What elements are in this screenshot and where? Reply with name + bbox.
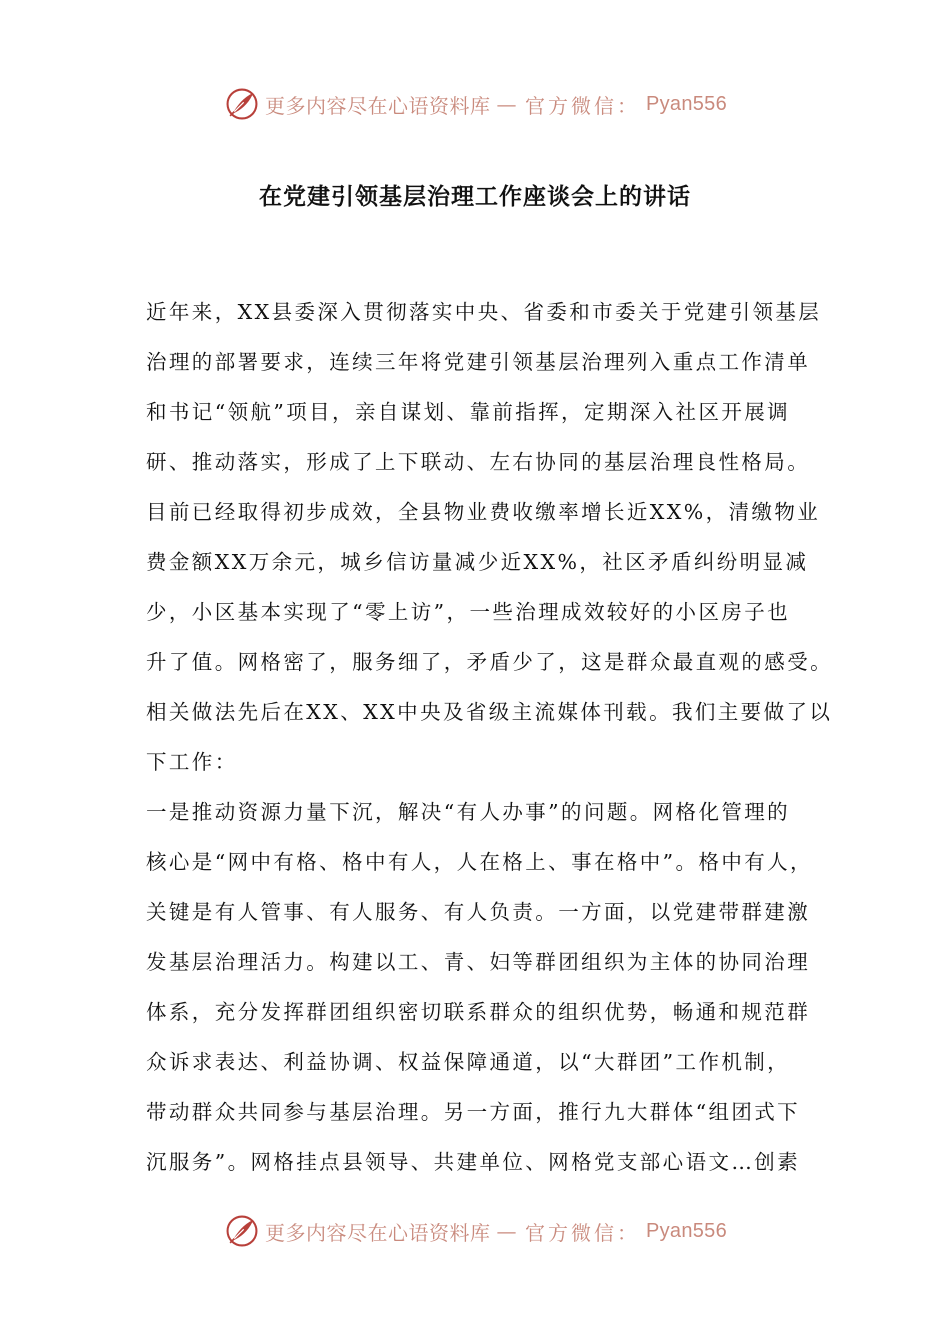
header-watermark-dash: — — [496, 92, 517, 116]
body-line: 研、推动落实，形成了上下联动、左右协同的基层治理良性格局。 — [146, 450, 811, 474]
body-line: 相关做法先后在XX、XX中央及省级主流媒体刊载。我们主要做了以 — [146, 700, 833, 724]
body-line: 下工作： — [146, 750, 238, 774]
footer-watermark-text: 更多内容尽在心语资料库 — [264, 1220, 491, 1245]
footer-watermark-content — [225, 1214, 727, 1248]
body-line: 体系，充分发挥群团组织密切联系群众的组织优势，畅通和规范群 — [146, 1000, 811, 1024]
header-watermark-content — [225, 87, 727, 121]
body-line: 治理的部署要求，连续三年将党建引领基层治理列入重点工作清单 — [146, 350, 811, 374]
body-line: 关键是有人管事、有人服务、有人负责。一方面，以党建带群建激 — [146, 900, 811, 924]
body-line: 目前已经取得初步成效，全县物业费收缴率增长近XX%，清缴物业 — [146, 500, 821, 524]
quill-pen-logo-icon — [225, 87, 259, 121]
body-line: 费金额XX万余元，城乡信访量减少近XX%，社区矛盾纠纷明显减 — [146, 550, 809, 574]
body-line: 核心是“网中有格、格中有人，人在格上、事在格中”。格中有人， — [146, 850, 813, 874]
header-watermark-text: 更多内容尽在心语资料库 — [264, 93, 491, 118]
footer-wechat-id: Pyan556 — [645, 1219, 728, 1242]
body-line: 和书记“领航”项目，亲自谋划、靠前指挥，定期深入社区开展调 — [146, 400, 791, 424]
body-line: 近年来，XX县委深入贯彻落实中央、省委和市委关于党建引领基层 — [146, 300, 822, 324]
body-line: 沉服务”。网格挂点县领导、共建单位、网格党支部心语文…创素 — [146, 1150, 801, 1174]
body-line: 发基层治理活力。构建以工、青、妇等群团组织为主体的协同治理 — [146, 950, 811, 974]
footer-watermark-banner — [0, 1211, 950, 1251]
footer-watermark-dash: — — [496, 1219, 517, 1243]
body-line: 众诉求表达、利益协调、权益保障通道，以“大群团”工作机制， — [146, 1050, 791, 1074]
body-line: 升了值。网格密了，服务细了，矛盾少了，这是群众最直观的感受。 — [146, 650, 833, 674]
header-wechat-id: Pyan556 — [645, 92, 728, 115]
document-body — [146, 294, 833, 1194]
quill-pen-logo-icon — [225, 1214, 259, 1248]
body-line: 少，小区基本实现了“零上访”，一些治理成效较好的小区房子也 — [146, 600, 791, 624]
document-title: 在党建引领基层治理工作座谈会上的讲话 — [259, 183, 691, 210]
header-watermark-banner — [0, 84, 950, 124]
body-line: 一是推动资源力量下沉，解决“有人办事”的问题。网格化管理的 — [146, 800, 791, 824]
footer-wechat-label: 官方微信： — [524, 1220, 640, 1245]
header-wechat-label: 官方微信： — [524, 93, 640, 118]
body-line: 带动群众共同参与基层治理。另一方面，推行九大群体“组团式下 — [146, 1100, 801, 1124]
